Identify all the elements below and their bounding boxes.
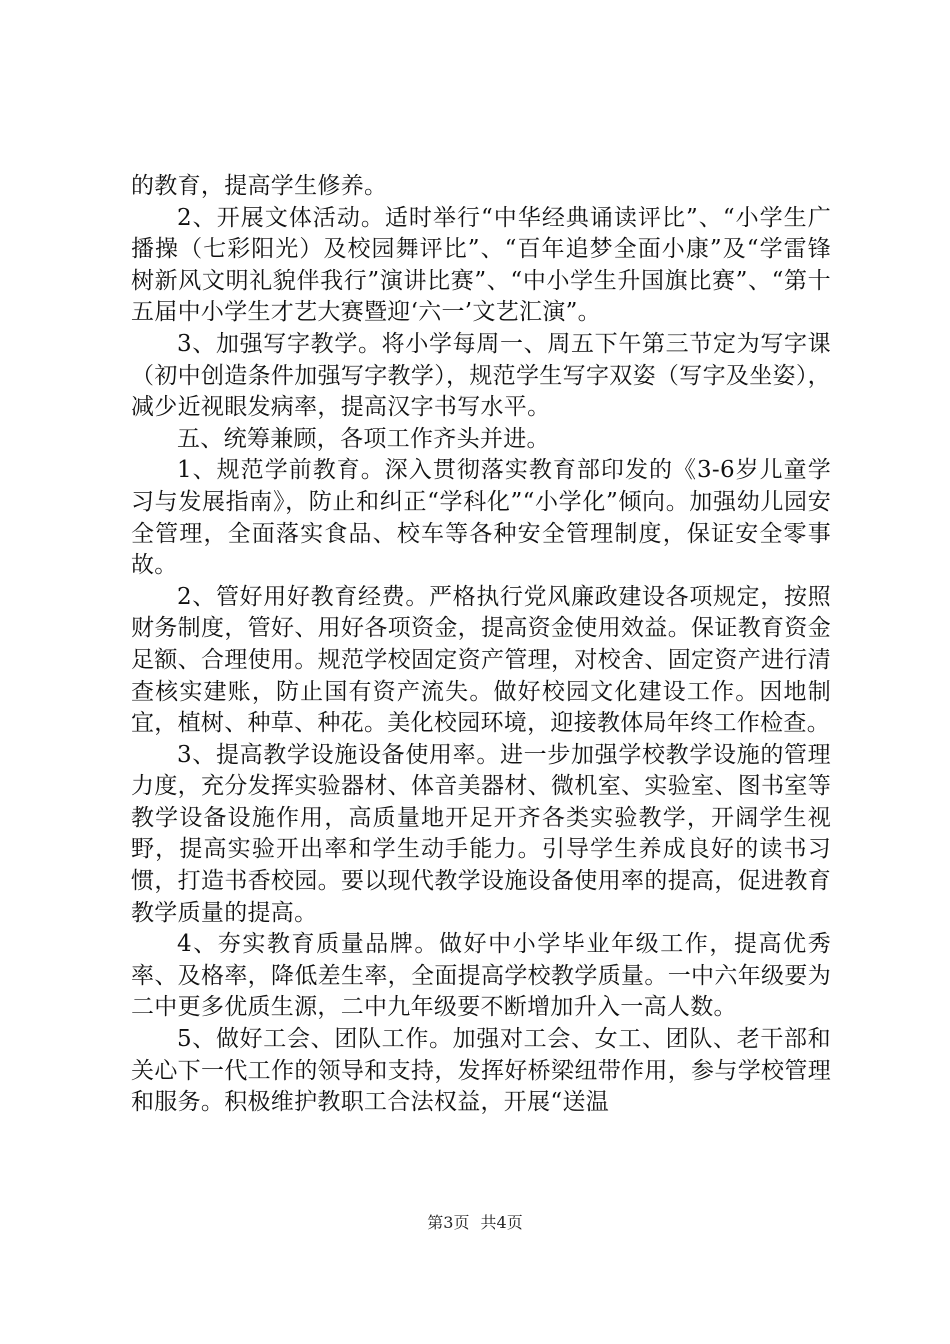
paragraph-item-3-facilities: 3、提高教学设施设备使用率。进一步加强学校教学设施的管理力度，充分发挥实验器材、体音美器材、微机室、实验室、图书室等教学设备设施作用，高质量地开足开齐各类实验教学，开阔学生视野，提高实验开出率和学生动手能力。引导学生养成良好的读书习惯，打造书香校园。要以现代教学设施设备使用率的提高，促进教育教学质量的提高。: [131, 741, 831, 926]
document-body: [131, 171, 831, 1119]
paragraph-item-3-writing: 3、加强写字教学。将小学每周一、周五下午第三节定为写字课（初中创造条件加强写字教学），规范学生写字双姿（写字及坐姿），减少近视眼发病率，提高汉字书写水平。: [131, 330, 831, 421]
section-heading-5: 五、统筹兼顾，各项工作齐头并进。: [177, 425, 550, 452]
page-number: 第3页: [427, 1213, 470, 1232]
paragraph-item-5-union: 5、做好工会、团队工作。加强对工会、女工、团队、老干部和关心下一代工作的领导和支持，发挥好桥梁纽带作用，参与学校管理和服务。积极维护教职工合法权益，开展“送温: [131, 1026, 831, 1116]
paragraph-continued: 的教育，提高学生修养。: [131, 173, 388, 199]
paragraph-item-2-funds: 2、管好用好教育经费。严格执行党风廉政建设各项规定，按照财务制度，管好、用好各项资金，提高资金使用效益。保证教育资金足额、合理使用。规范学校固定资产管理，对校舍、固定资产进行清查核实建账，防止国有资产流失。做好校园文化建设工作。因地制宜，植树、种草、种花。美化校园环境，迎接教体局年终工作检查。: [131, 583, 831, 737]
page-footer: [0, 1213, 950, 1233]
paragraph-item-1-preschool: 1、规范学前教育。深入贯彻落实教育部印发的《3-6岁儿童学习与发展指南》，防止和纠正“学科化”“小学化”倾向。加强幼儿园安全管理，全面落实食品、校车等各种安全管理制度，保证安全零事故。: [131, 457, 831, 579]
paragraph-item-4-quality: 4、夯实教育质量品牌。做好中小学毕业年级工作，提高优秀率、及格率，降低差生率，全面提高学校教学质量。一中六年级要为二中更多优质生源，二中九年级要不断增加升入一高人数。: [131, 931, 831, 1021]
paragraph-item-2-activities: 2、开展文体活动。适时举行“中华经典诵读评比”、“小学生广播操（七彩阳光）及校园舞评比”、“百年追梦全面小康”及“学雷锋树新风文明礼貌伴我行”演讲比赛”、“中小学生升国旗比赛”、“第十五届中小学生才艺大赛暨迎‘六一’文艺汇演”。: [131, 204, 831, 326]
page-total: 共4页: [480, 1213, 523, 1232]
